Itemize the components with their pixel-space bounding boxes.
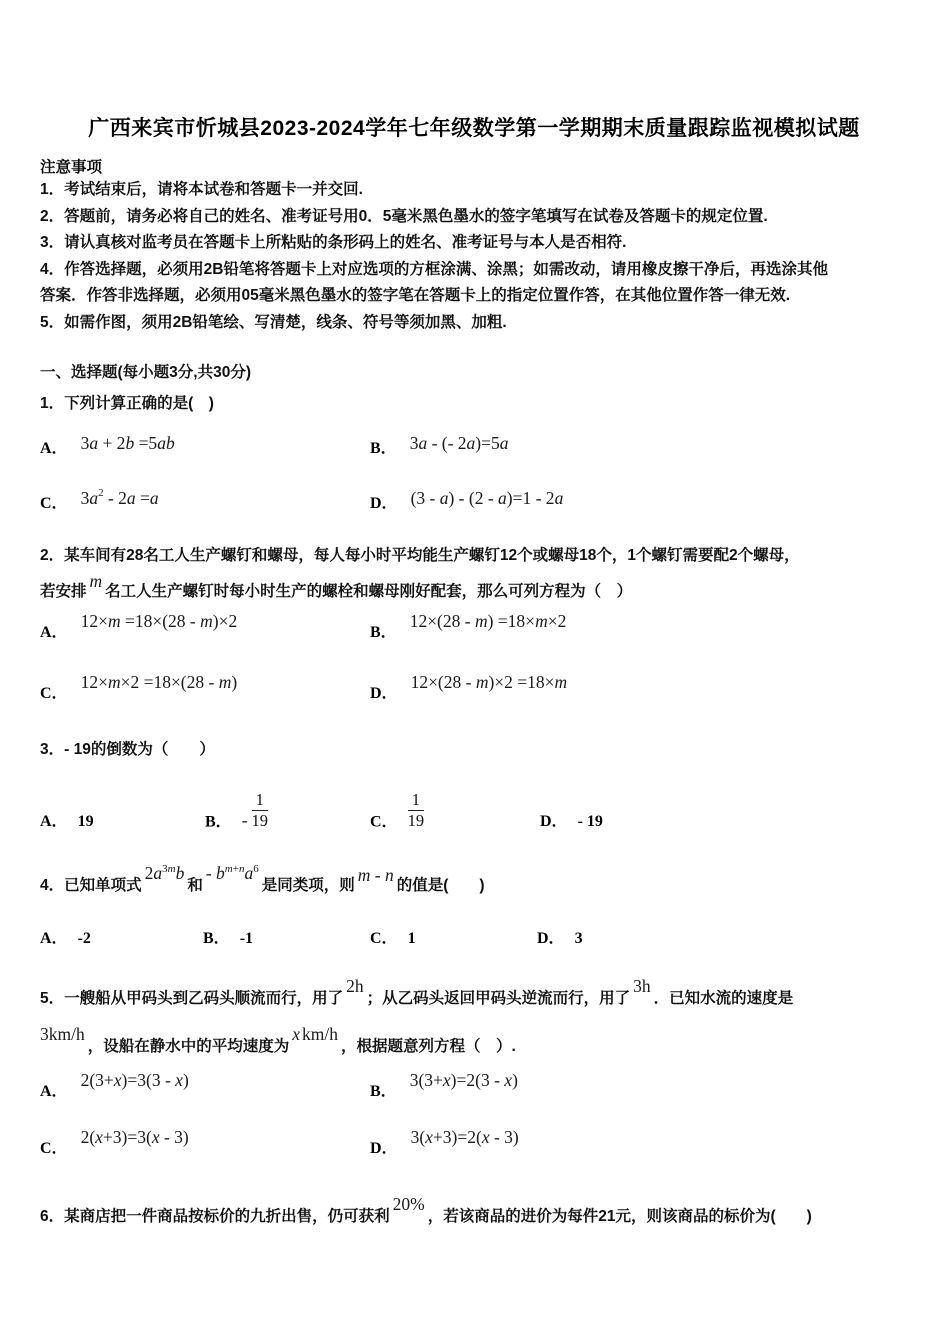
question-2-variable: m: [89, 571, 103, 591]
option-3c: [370, 791, 540, 831]
question-2-stem-post: 名工人生产螺钉时每小时生产的螺栓和螺母刚好配套，那么可列方程为（ ）: [105, 583, 633, 600]
option-3b-minus: -: [241, 810, 248, 831]
question-5-current-speed: 3km/h: [40, 1024, 85, 1045]
monomial-2-base: - b: [205, 863, 225, 884]
question-2-options-row-2: [40, 672, 908, 703]
option-2c-label: C．: [40, 685, 68, 702]
option-3b: [205, 791, 370, 831]
option-4c: [370, 925, 537, 948]
question-5-variable: x: [292, 1024, 301, 1045]
option-5c: [40, 1127, 370, 1158]
option-1c-formula: [81, 488, 159, 508]
option-1d-label: D．: [370, 495, 398, 512]
option-1b-label: B．: [370, 440, 397, 457]
option-2b-formula: 12×(28 - m) =18×m×2: [409, 611, 567, 631]
option-2b: [370, 611, 567, 642]
section-heading: 一、选择题(每小题3分,共30分): [40, 364, 251, 381]
question-5-boat-speed: [292, 1021, 338, 1047]
question-2-stem-line-1: 2．某车间有28名工人生产螺钉和螺母，每人每小时平均能生产螺钉12个或螺母18个，1个螺钉需要配2个螺母，: [40, 547, 800, 564]
option-4d: [537, 925, 583, 948]
option-4d-value: 3: [574, 930, 583, 948]
option-1b: [370, 435, 509, 458]
option-4b-label: B．: [203, 930, 230, 948]
option-3b-fraction: [252, 791, 269, 831]
option-2c: [40, 672, 370, 703]
question-2-options-row-1: [40, 611, 908, 642]
question-1-options-row-2: [40, 487, 908, 513]
notice-line-3: 3．请认真核对监考员在答题卡上所粘贴的条形码上的姓名、准考证号与本人是否相符.: [40, 234, 627, 251]
option-2a-formula: 12×m =18×(28 - m)×2: [80, 611, 238, 631]
option-5c-label: C．: [40, 1140, 68, 1158]
question-5-unit: km/h: [302, 1024, 339, 1045]
notice-line-4b: 答案．作答非选择题，必须用05毫米黑色墨水的签字笔在答题卡上的指定位置作答，在其他位置作答一律无效.: [40, 287, 791, 304]
option-1c-rest: - 2a =a: [103, 488, 159, 508]
option-3c-label: C．: [370, 813, 398, 831]
question-4-options: [40, 925, 908, 948]
option-2d: [370, 672, 568, 703]
option-4b-value: -1: [239, 930, 254, 948]
question-5-stem-line-1: [40, 976, 908, 1012]
option-1d-formula: (3 - a) - (2 - a)=1 - 2a: [410, 488, 564, 508]
option-1a: [40, 435, 370, 458]
option-4b: [203, 925, 370, 948]
monomial-1-tail: b: [175, 863, 185, 884]
monomial-2-exponent-2: 6: [253, 862, 259, 875]
option-4a: [40, 925, 203, 948]
option-1c-base: 3a: [80, 488, 99, 508]
question-5-options-row-2: [40, 1127, 908, 1158]
option-3a-value: 19: [77, 813, 94, 831]
notice-line-5: 5．如需作图，须用2B铅笔绘、写清楚，线条、符号等须加黑、加粗.: [40, 313, 507, 331]
question-3-stem: 3．- 19的倒数为（ ）: [40, 741, 215, 758]
question-5-stem-post: ．已知水流的速度是: [653, 990, 794, 1008]
option-2c-formula: 12×m×2 =18×(28 - m): [80, 672, 238, 692]
question-6-stem: [40, 1194, 908, 1230]
option-5b: [370, 1070, 518, 1101]
option-4d-label: D．: [537, 930, 565, 948]
question-5-stem-line2-post: ，根据题意列方程（ ）.: [341, 1038, 516, 1056]
option-1c: [40, 487, 370, 513]
question-1-stem: 1．下列计算正确的是( ): [40, 395, 214, 412]
option-3b-numerator: 1: [252, 791, 269, 811]
option-4c-label: C．: [370, 930, 398, 948]
option-2d-label: D．: [370, 685, 398, 702]
question-4-monomial-1: [145, 860, 185, 886]
option-5c-formula: 2(x+3)=3(x - 3): [80, 1127, 189, 1148]
option-2a-label: A．: [40, 624, 68, 641]
question-5-time-1: 2h: [346, 976, 364, 997]
option-5d-label: D．: [370, 1140, 398, 1158]
page-title: 广西来宾市忻城县2023-2024学年七年级数学第一学期期末质量跟踪监视模拟试题: [88, 117, 860, 140]
option-4a-label: A．: [40, 930, 68, 948]
option-4a-value: -2: [77, 930, 91, 948]
option-5b-label: B．: [370, 1083, 397, 1101]
option-4c-value: 1: [407, 930, 416, 948]
option-3b-label: B．: [205, 813, 232, 831]
monomial-2-tail: a: [244, 863, 254, 884]
question-4-monomial-2: [206, 860, 259, 886]
option-2d-formula: 12×(28 - m)×2 =18×m: [410, 672, 568, 692]
option-1a-label: A．: [40, 440, 68, 457]
question-6-stem-post: ，若该商品的进价为每件21元，则该商品的标价为( ): [427, 1208, 812, 1226]
notice-line-1: 1．考试结束后，请将本试卷和答题卡一并交回.: [40, 181, 363, 198]
monomial-1-exponent: 3m: [162, 862, 176, 875]
option-1d: [370, 490, 563, 513]
option-3c-numerator: 1: [408, 791, 425, 811]
notice-line-2: 2．答题前，请务必将自己的姓名、准考证号用0．5毫米黑色墨水的签字笔填写在试卷及答题卡的规定位置.: [40, 207, 768, 225]
option-5d: [370, 1127, 519, 1158]
option-3d: [540, 808, 603, 831]
notice-line-4: 4．作答选择题，必须用2B铅笔将答题卡上对应选项的方框涂满、涂黑；如需改动，请用橡皮擦干净后，再选涂其他: [40, 260, 828, 278]
option-5a: [40, 1070, 370, 1101]
question-5-stem-line2-mid: ，设船在静水中的平均速度为: [87, 1038, 290, 1056]
monomial-1-base: 2a: [144, 863, 163, 884]
question-4-stem-post: 的值是( ): [396, 877, 485, 895]
question-4-stem-mid-2: 是同类项，则: [261, 877, 355, 895]
option-1c-exponent: 2: [98, 487, 104, 500]
question-2-stem-pre: 若安排: [40, 583, 87, 600]
option-3c-denominator: 19: [407, 811, 425, 831]
option-3b-denominator: 19: [251, 811, 269, 831]
question-5-time-2: 3h: [633, 976, 651, 997]
question-4-stem-pre: 4．已知单项式: [40, 877, 142, 895]
question-3-options: [40, 791, 908, 831]
question-5-stem-pre: 5．一艘船从甲码头到乙码头顺流而行，用了: [40, 990, 344, 1008]
option-5a-formula: 2(3+x)=3(3 - x): [80, 1070, 189, 1091]
question-4-stem-mid: 和: [187, 877, 203, 895]
question-2-stem-line-2: [40, 571, 908, 605]
option-1a-formula: 3a + 2b =5ab: [80, 433, 175, 453]
question-4-expression: m - n: [357, 865, 394, 886]
option-1c-label: C．: [40, 495, 68, 512]
option-3a-label: A．: [40, 813, 68, 831]
option-3c-fraction: [408, 791, 425, 831]
question-5-stem-mid: ；从乙码头返回甲码头逆流而行，用了: [366, 990, 631, 1008]
question-4-stem: [40, 862, 908, 899]
question-6-profit-rate: 20%: [392, 1194, 425, 1215]
option-3d-label: D．: [540, 813, 568, 831]
question-5-stem-line-2: [40, 1024, 908, 1060]
question-6-stem-pre: 6．某商店把一件商品按标价的九折出售，仍可获利: [40, 1208, 390, 1226]
option-1b-formula: 3a - (- 2a)=5a: [409, 433, 509, 453]
question-5-options-row-1: [40, 1070, 908, 1101]
option-3d-value: - 19: [577, 813, 603, 831]
option-2b-label: B．: [370, 624, 397, 641]
option-5b-formula: 3(3+x)=2(3 - x): [409, 1070, 518, 1091]
notice-heading: 注意事项: [40, 159, 103, 176]
monomial-2-exponent-1: m+n: [224, 862, 245, 875]
option-2a: [40, 611, 370, 642]
option-5a-label: A．: [40, 1083, 68, 1101]
option-3a: [40, 808, 205, 831]
option-5d-formula: 3(x+3)=2(x - 3): [410, 1127, 519, 1148]
question-1-options-row-1: [40, 435, 908, 458]
